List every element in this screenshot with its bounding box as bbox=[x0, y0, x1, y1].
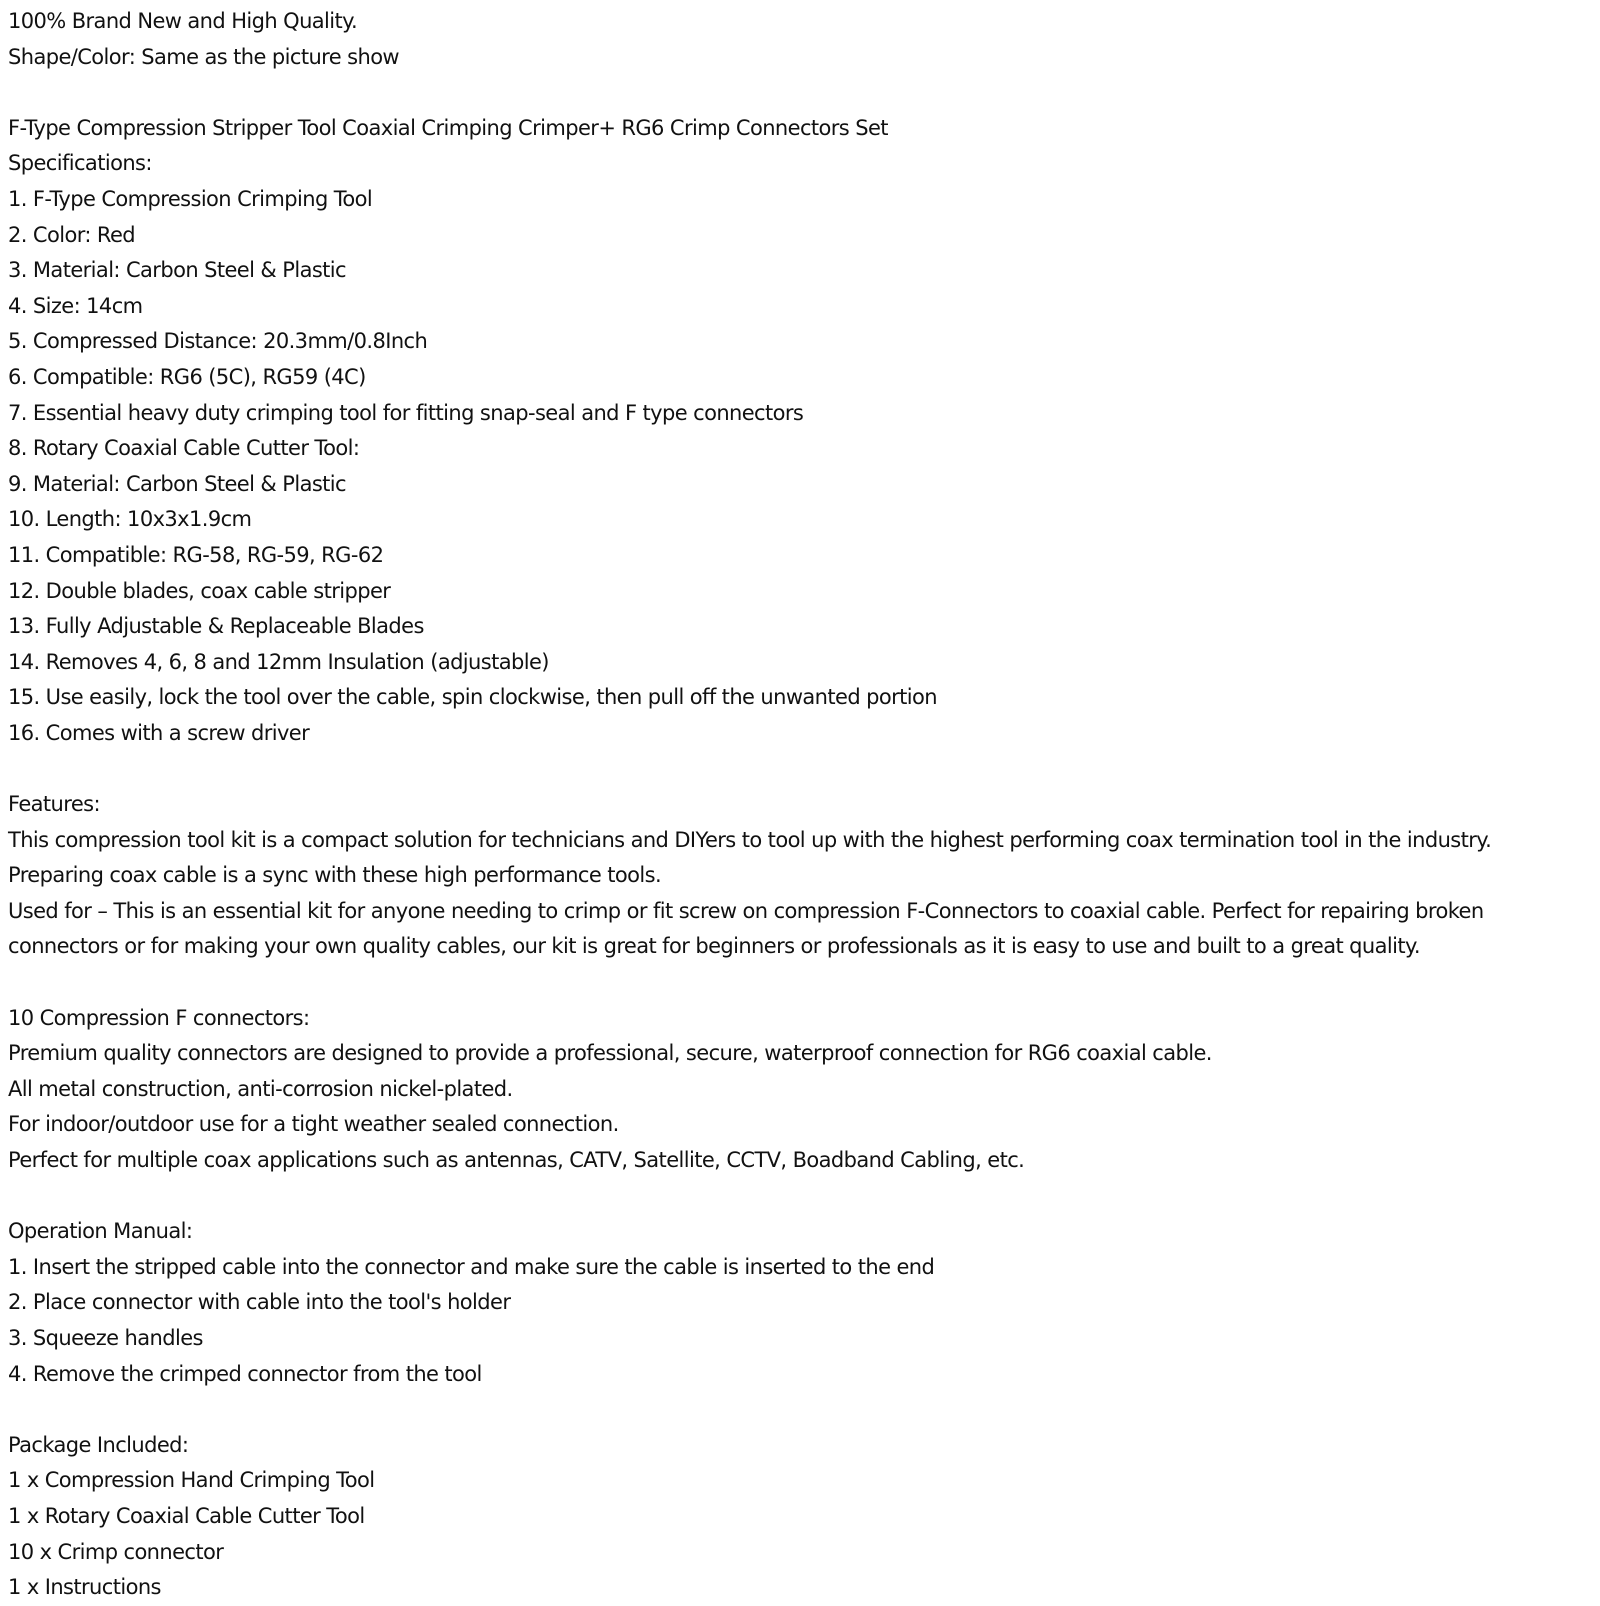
spacer bbox=[8, 751, 1600, 787]
connectors-line: Premium quality connectors are designed to provide a professional, secure, waterproof connection for RG6 coaxial cable. bbox=[8, 1041, 1212, 1066]
spec-item: 5. Compressed Distance: 20.3mm/0.8Inch bbox=[8, 329, 428, 354]
spec-item: 2. Color: Red bbox=[8, 222, 136, 247]
connectors-line: For indoor/outdoor use for a tight weather sealed connection. bbox=[8, 1112, 619, 1137]
quality-line: 100% Brand New and High Quality. bbox=[8, 9, 358, 33]
specifications-heading: Specifications: bbox=[8, 151, 152, 176]
spacer bbox=[8, 965, 1600, 1001]
spacer bbox=[8, 75, 1600, 111]
package-item: 1 x Instructions bbox=[8, 1575, 161, 1600]
package-item: 1 x Rotary Coaxial Cable Cutter Tool bbox=[8, 1503, 365, 1528]
features-line: Preparing coax cable is a sync with these high performance tools. bbox=[8, 863, 662, 888]
spec-item: 8. Rotary Coaxial Cable Cutter Tool: bbox=[8, 436, 360, 461]
connectors-line: All metal construction, anti-corrosion nickel-plated. bbox=[8, 1076, 513, 1101]
spec-item: 1. F-Type Compression Crimping Tool bbox=[8, 186, 373, 211]
spec-item: 10. Length: 10x3x1.9cm bbox=[8, 507, 252, 532]
spacer bbox=[8, 1179, 1600, 1215]
spec-item: 3. Material: Carbon Steel & Plastic bbox=[8, 258, 346, 283]
features-heading: Features: bbox=[8, 792, 100, 817]
package-item: 1 x Compression Hand Crimping Tool bbox=[8, 1468, 375, 1493]
features-paragraph: Used for – This is an essential kit for anyone needing to crimp or fit screw on compression F-Connectors to coaxial cable. Perfect for repairing broken connectors or for making your own quality cables, our kit is great for beginners or professionals as it is easy to use and built to a great quality. bbox=[8, 898, 1484, 959]
connectors-heading: 10 Compression F connectors: bbox=[8, 1005, 310, 1030]
package-heading: Package Included: bbox=[8, 1432, 189, 1457]
shape-color-line: Shape/Color: Same as the picture show bbox=[8, 44, 400, 69]
spec-item: 13. Fully Adjustable & Replaceable Blades bbox=[8, 614, 424, 639]
spec-item: 16. Comes with a screw driver bbox=[8, 720, 310, 745]
product-title: F-Type Compression Stripper Tool Coaxial Crimping Crimper+ RG6 Crimp Connectors Set bbox=[8, 115, 888, 140]
spec-item: 15. Use easily, lock the tool over the cable, spin clockwise, then pull off the unwanted portion bbox=[8, 685, 937, 710]
spacer bbox=[8, 1392, 1600, 1428]
spec-item: 6. Compatible: RG6 (5C), RG59 (4C) bbox=[8, 364, 366, 389]
spec-item: 12. Double blades, coax cable stripper bbox=[8, 578, 391, 603]
manual-step: 3. Squeeze handles bbox=[8, 1325, 203, 1350]
features-line: This compression tool kit is a compact solution for technicians and DIYers to tool up with the highest performing coax termination tool in the industry. bbox=[8, 827, 1492, 852]
manual-step: 1. Insert the stripped cable into the connector and make sure the cable is inserted to the end bbox=[8, 1254, 935, 1279]
spec-item: 7. Essential heavy duty crimping tool for fitting snap-seal and F type connectors bbox=[8, 400, 804, 425]
spec-item: 4. Size: 14cm bbox=[8, 293, 143, 318]
spec-item: 11. Compatible: RG-58, RG-59, RG-62 bbox=[8, 542, 384, 567]
connectors-line: Perfect for multiple coax applications such as antennas, CATV, Satellite, CCTV, Boadband Cabling, etc. bbox=[8, 1148, 1025, 1172]
spec-item: 9. Material: Carbon Steel & Plastic bbox=[8, 471, 346, 496]
spec-item: 14. Removes 4, 6, 8 and 12mm Insulation (adjustable) bbox=[8, 649, 549, 674]
package-item: 10 x Crimp connector bbox=[8, 1539, 224, 1564]
manual-heading: Operation Manual: bbox=[8, 1219, 193, 1244]
manual-step: 4. Remove the crimped connector from the tool bbox=[8, 1361, 482, 1386]
manual-step: 2. Place connector with cable into the tool's holder bbox=[8, 1290, 511, 1315]
